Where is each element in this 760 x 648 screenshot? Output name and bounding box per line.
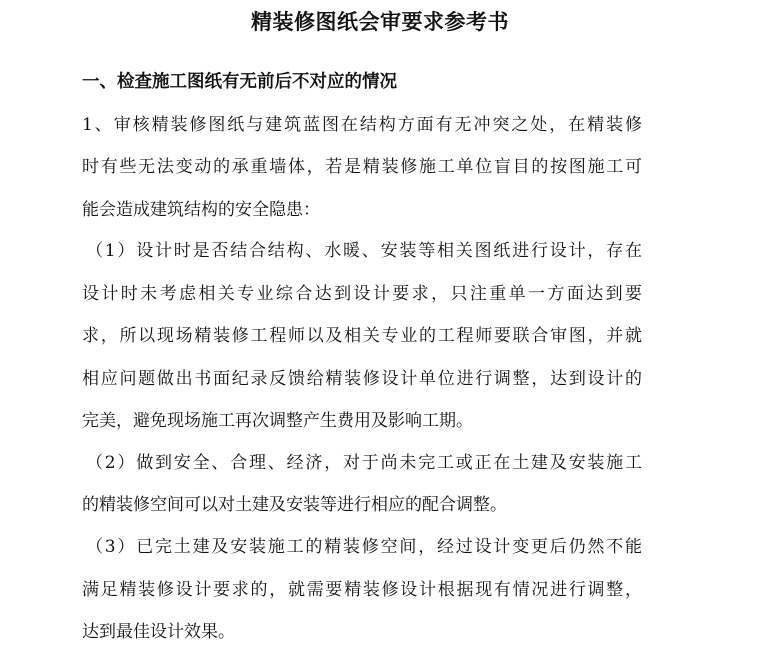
paragraph-line: （3）已完土建及安装施工的精装修空间，经过设计变更后仍然不能 [86,537,642,557]
paragraph-line: 求，所以现场精装修工程师以及相关专业的工程师要联合审图，并就 [82,326,642,346]
paragraph-line: 满足精装修设计要求的，就需要精装修设计根据现有情况进行调整， [82,580,642,600]
paragraph-line: （2）做到安全、合理、经济，对于尚未完工或正在土建及安装施工 [86,453,642,473]
paragraph-line: 设计时未考虑相关专业综合达到设计要求，只注重单一方面达到要 [82,284,642,304]
paragraph-line: 时有些无法变动的承重墙体，若是精装修施工单位盲目的按图施工可 [82,157,642,177]
section-heading: 一、检查施工图纸有无前后不对应的情况 [82,72,397,92]
paragraph-line: 相应问题做出书面纪录反馈给精装修设计单位进行调整，达到设计的 [82,369,642,389]
paragraph-line: 完美，避免现场施工再次调整产生费用及影响工期。 [82,411,473,431]
paragraph-line: 的精装修空间可以对土建及安装等进行相应的配合调整。 [82,495,507,515]
paragraph-line: 达到最佳设计效果。 [82,622,235,642]
paragraph-line: （1）设计时是否结合结构、水暖、安装等相关图纸进行设计，存在 [86,241,642,261]
document-title: 精装修图纸会审要求参考书 [251,10,509,34]
paragraph-line: 1、审核精装修图纸与建筑蓝图在结构方面有无冲突之处，在精装修 [82,115,642,135]
paragraph-line: 能会造成建筑结构的安全隐患： [82,200,320,220]
